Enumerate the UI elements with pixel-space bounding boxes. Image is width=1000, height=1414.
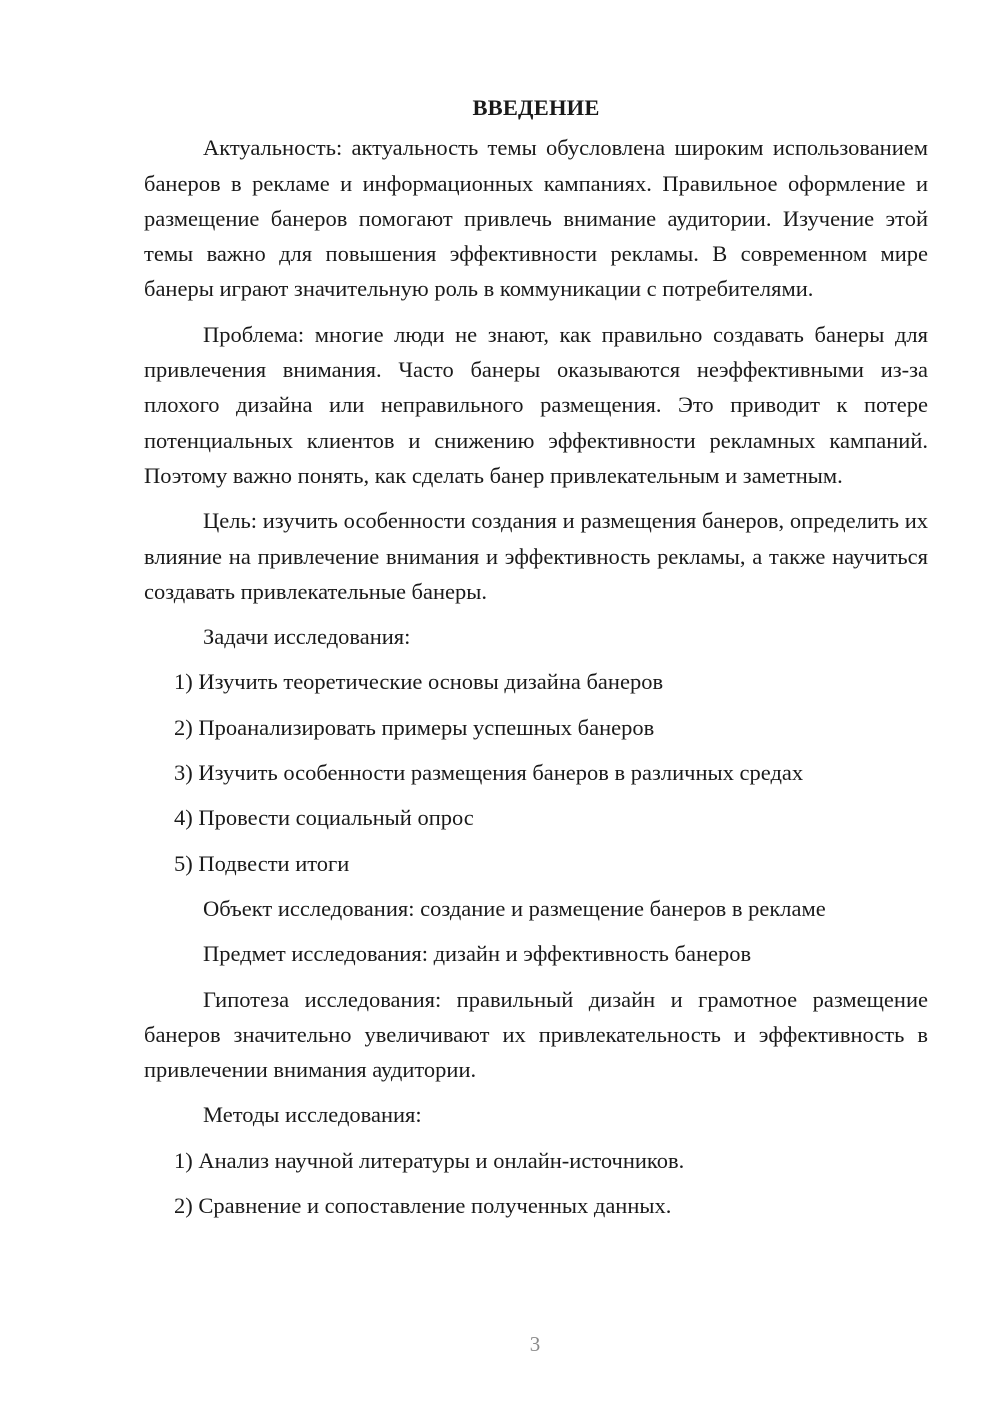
problem-paragraph: Проблема: многие люди не знают, как правильно создавать банеры для привлечения внимания. Часто банеры оказываются неэффективными из-за плохого дизайна или неправильного размещения. Это приводит к потере потенциальных клиентов и снижению эффективности рекламных кампаний. Поэтому важно понять, как сделать банер привлекательным и заметным. xyxy=(144,321,928,488)
task-item: 5) Подвести итоги xyxy=(174,850,350,876)
research-subject: Предмет исследования: дизайн и эффективность банеров xyxy=(203,941,752,967)
method-item: 1) Анализ научной литературы и онлайн-источников. xyxy=(174,1147,685,1173)
goal-paragraph: Цель: изучить особенности создания и размещения банеров, определить их влияние на привлечение внимания и эффективность рекламы, а также научиться создавать привлекательные банеры. xyxy=(144,508,928,604)
page-number: 3 xyxy=(529,1332,541,1356)
task-item: 1) Изучить теоретические основы дизайна банеров xyxy=(174,669,664,695)
relevance-paragraph: Актуальность: актуальность темы обусловлена широким использованием банеров в рекламе и информационных кампаниях. Правильное оформление и размещение банеров помогают привлечь внимание аудитории. Изучение этой темы важно для повышения эффективности рекламы. В современном мире банеры играют значительную роль в коммуникации с потребителями. xyxy=(144,135,928,302)
section-heading: ВВЕДЕНИЕ xyxy=(472,95,600,120)
methods-title: Методы исследования: xyxy=(203,1102,422,1128)
tasks-title: Задачи исследования: xyxy=(203,624,411,650)
hypothesis-paragraph: Гипотеза исследования: правильный дизайн и грамотное размещение банеров значительно увеличивают их привлекательность и эффективность в привлечении внимания аудитории. xyxy=(144,986,928,1083)
task-item: 2) Проанализировать примеры успешных банеров xyxy=(174,714,655,740)
method-item: 2) Сравнение и сопоставление полученных данных. xyxy=(174,1193,672,1219)
document-page xyxy=(144,90,928,1233)
research-object: Объект исследования: создание и размещение банеров в рекламе xyxy=(203,895,826,921)
task-item: 4) Провести социальный опрос xyxy=(174,805,474,831)
task-item: 3) Изучить особенности размещения банеров в различных средах xyxy=(174,760,804,786)
